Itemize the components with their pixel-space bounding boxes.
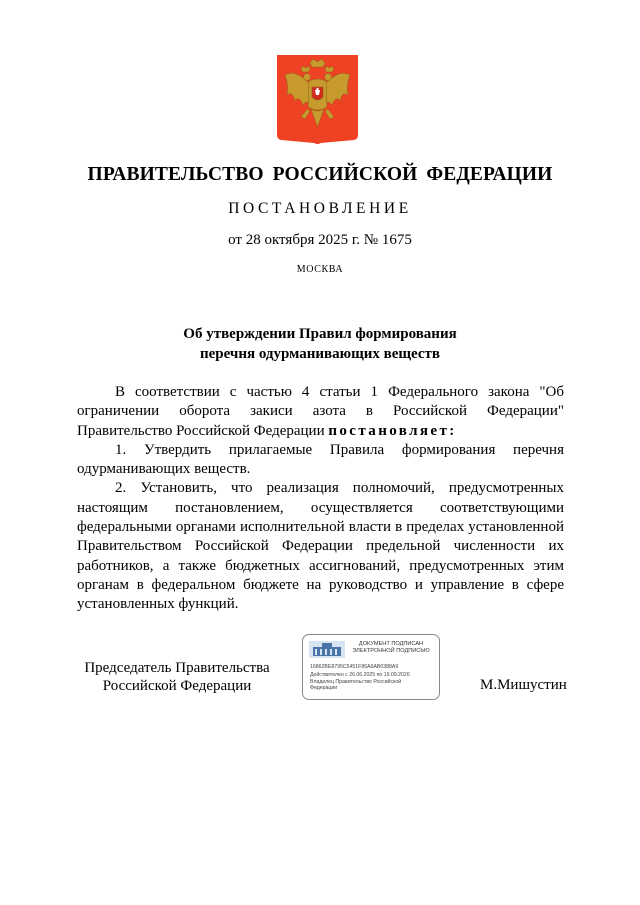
preamble-paragraph: [77, 383, 564, 441]
stamp-title: [345, 641, 437, 655]
stamp-owner-line-1: Владелец Правительство Российской: [310, 679, 402, 685]
stamp-owner-line-2: Федерации: [310, 685, 338, 691]
stamp-title-line-2: ЭЛЕКТРОННОЙ ПОДПИСЬЮ: [352, 648, 430, 654]
item-2-paragraph: 2. Установить, что реализация полномочий, предусмотренных настоящим постановлением, осуществляется соответствующими федеральными органами исполнительной власти в пределах установленной Правительством Российской Федерации предельной численности их работников, а также бюджетных ассигнований, предусмотренных этим органам в федеральном бюджете на руководство и управление в сфере установленных функций.: [77, 480, 564, 613]
coat-of-arms-icon: [277, 55, 358, 145]
document-date-number: от 28 октября 2025 г. № 1675: [228, 232, 412, 248]
government-building-icon: [309, 641, 345, 658]
organization-title: ПРАВИТЕЛЬСТВО РОССИЙСКОЙ ФЕДЕРАЦИИ: [87, 164, 553, 185]
signer-position-line-2: Российской Федерации: [102, 678, 252, 694]
stamp-validity: Действителен с 26.06.2025 по 19.09.2026: [310, 672, 410, 678]
signer-position-line-1: Председатель Правительства: [84, 660, 270, 676]
city: МОСКВА: [296, 264, 344, 275]
resolves-text: постановляет:: [328, 422, 457, 439]
stamp-certificate: 16862BE8795C5451F86A6AB0388A9: [310, 664, 399, 670]
signer-name: М.Мишустин: [480, 677, 567, 693]
preamble-text: В соответствии с частью 4 статьи 1 Федерального закона "Об ограничении оборота закиси азота в Российской Федерации" Правительство Российской Федерации: [77, 384, 564, 439]
subject-line-2: перечня одурманивающих веществ: [199, 346, 441, 362]
signer-position: [77, 659, 277, 695]
document-type: ПОСТАНОВЛЕНИЕ: [228, 200, 412, 217]
document-body: [77, 383, 564, 615]
subject-line-1: Об утверждении Правил формирования: [183, 326, 457, 342]
stamp-title-line-1: ДОКУМЕНТ ПОДПИСАН: [358, 641, 424, 647]
item-1-paragraph: 1. Утвердить прилагаемые Правила формирования перечня одурманивающих веществ.: [77, 441, 564, 478]
document-subject: [0, 324, 640, 364]
electronic-signature-stamp: [302, 634, 440, 700]
